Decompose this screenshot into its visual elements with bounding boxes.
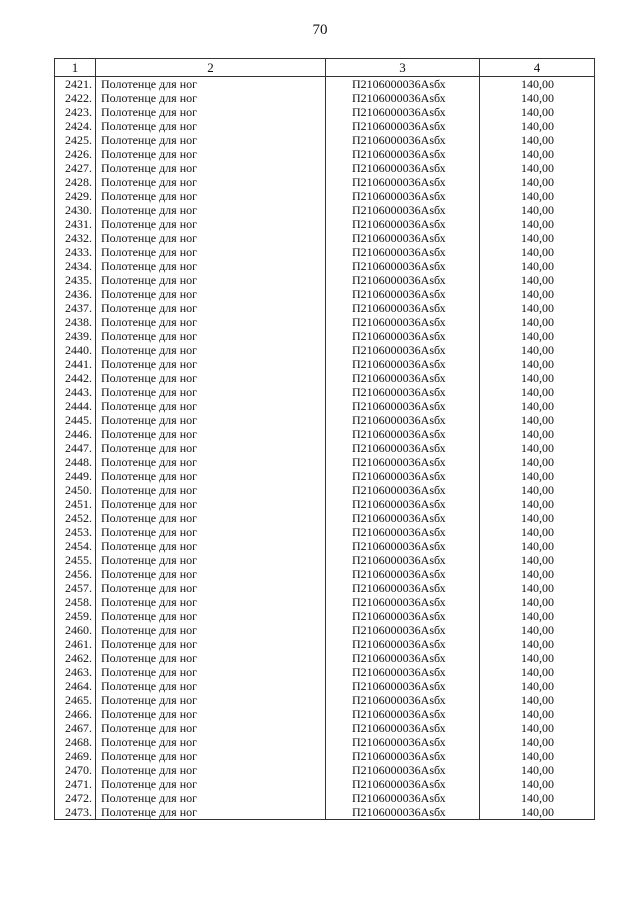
row-number: 2452. <box>55 511 96 525</box>
item-name: Полотенце для ног <box>96 245 326 259</box>
item-code: П2106000036Аsбх <box>326 441 480 455</box>
item-code: П2106000036Аsбх <box>326 455 480 469</box>
item-price: 140,00 <box>480 357 595 371</box>
item-name: Полотенце для ног <box>96 203 326 217</box>
item-name: Полотенце для ног <box>96 651 326 665</box>
item-price: 140,00 <box>480 749 595 763</box>
item-price: 140,00 <box>480 105 595 119</box>
item-price: 140,00 <box>480 315 595 329</box>
item-price: 140,00 <box>480 119 595 133</box>
table-row <box>55 651 595 665</box>
item-code: П2106000036Аsбх <box>326 273 480 287</box>
row-number: 2439. <box>55 329 96 343</box>
item-price: 140,00 <box>480 651 595 665</box>
item-name: Полотенце для ног <box>96 539 326 553</box>
table-row <box>55 777 595 791</box>
item-name: Полотенце для ног <box>96 77 326 92</box>
column-header-2: 2 <box>96 59 326 77</box>
row-number: 2427. <box>55 161 96 175</box>
item-name: Полотенце для ног <box>96 371 326 385</box>
row-number: 2473. <box>55 805 96 820</box>
item-code: П2106000036Аsбх <box>326 777 480 791</box>
column-header-4: 4 <box>480 59 595 77</box>
row-number: 2428. <box>55 175 96 189</box>
item-code: П2106000036Аsбх <box>326 497 480 511</box>
item-price: 140,00 <box>480 441 595 455</box>
item-price: 140,00 <box>480 231 595 245</box>
item-code: П2106000036Аsбх <box>326 665 480 679</box>
item-price: 140,00 <box>480 343 595 357</box>
table-row <box>55 553 595 567</box>
row-number: 2431. <box>55 217 96 231</box>
item-price: 140,00 <box>480 413 595 427</box>
item-price: 140,00 <box>480 791 595 805</box>
item-price: 140,00 <box>480 287 595 301</box>
row-number: 2442. <box>55 371 96 385</box>
row-number: 2443. <box>55 385 96 399</box>
item-code: П2106000036Аsбх <box>326 203 480 217</box>
table-row <box>55 609 595 623</box>
item-name: Полотенце для ног <box>96 455 326 469</box>
table-row <box>55 147 595 161</box>
item-name: Полотенце для ног <box>96 637 326 651</box>
item-price: 140,00 <box>480 245 595 259</box>
item-name: Полотенце для ног <box>96 595 326 609</box>
row-number: 2430. <box>55 203 96 217</box>
row-number: 2467. <box>55 721 96 735</box>
table-row <box>55 637 595 651</box>
item-code: П2106000036Аsбх <box>326 399 480 413</box>
item-code: П2106000036Аsбх <box>326 189 480 203</box>
table-row <box>55 525 595 539</box>
table-row <box>55 413 595 427</box>
row-number: 2446. <box>55 427 96 441</box>
item-name: Полотенце для ног <box>96 91 326 105</box>
item-code: П2106000036Аsбх <box>326 231 480 245</box>
item-code: П2106000036Аsбх <box>326 371 480 385</box>
item-price: 140,00 <box>480 385 595 399</box>
item-code: П2106000036Аsбх <box>326 735 480 749</box>
row-number: 2429. <box>55 189 96 203</box>
item-name: Полотенце для ног <box>96 287 326 301</box>
item-code: П2106000036Аsбх <box>326 679 480 693</box>
table-row <box>55 329 595 343</box>
item-code: П2106000036Аsбх <box>326 259 480 273</box>
table-row <box>55 77 595 92</box>
item-price: 140,00 <box>480 665 595 679</box>
row-number: 2453. <box>55 525 96 539</box>
item-code: П2106000036Аsбх <box>326 245 480 259</box>
table-row <box>55 763 595 777</box>
column-header-1: 1 <box>55 59 96 77</box>
item-name: Полотенце для ног <box>96 707 326 721</box>
item-price: 140,00 <box>480 483 595 497</box>
table-row <box>55 119 595 133</box>
item-price: 140,00 <box>480 595 595 609</box>
row-number: 2445. <box>55 413 96 427</box>
table-row <box>55 315 595 329</box>
row-number: 2469. <box>55 749 96 763</box>
row-number: 2444. <box>55 399 96 413</box>
item-price: 140,00 <box>480 273 595 287</box>
table-row <box>55 105 595 119</box>
item-code: П2106000036Аsбх <box>326 637 480 651</box>
item-name: Полотенце для ног <box>96 805 326 820</box>
item-price: 140,00 <box>480 763 595 777</box>
table-row <box>55 539 595 553</box>
table-row <box>55 749 595 763</box>
row-number: 2447. <box>55 441 96 455</box>
table-row <box>55 623 595 637</box>
item-price: 140,00 <box>480 497 595 511</box>
item-price: 140,00 <box>480 609 595 623</box>
item-price: 140,00 <box>480 91 595 105</box>
item-name: Полотенце для ног <box>96 175 326 189</box>
item-name: Полотенце для ног <box>96 259 326 273</box>
item-name: Полотенце для ног <box>96 217 326 231</box>
item-code: П2106000036Аsбх <box>326 315 480 329</box>
row-number: 2470. <box>55 763 96 777</box>
item-code: П2106000036Аsбх <box>326 567 480 581</box>
item-name: Полотенце для ног <box>96 791 326 805</box>
row-number: 2454. <box>55 539 96 553</box>
item-code: П2106000036Аsбх <box>326 511 480 525</box>
row-number: 2425. <box>55 133 96 147</box>
column-header-3: 3 <box>326 59 480 77</box>
row-number: 2435. <box>55 273 96 287</box>
item-price: 140,00 <box>480 329 595 343</box>
table-row <box>55 427 595 441</box>
table-row <box>55 455 595 469</box>
item-code: П2106000036Аsбх <box>326 77 480 92</box>
item-code: П2106000036Аsбх <box>326 749 480 763</box>
table-row <box>55 203 595 217</box>
item-name: Полотенце для ног <box>96 679 326 693</box>
item-name: Полотенце для ног <box>96 777 326 791</box>
item-code: П2106000036Аsбх <box>326 483 480 497</box>
row-number: 2434. <box>55 259 96 273</box>
item-name: Полотенце для ног <box>96 623 326 637</box>
item-price: 140,00 <box>480 511 595 525</box>
table-row <box>55 287 595 301</box>
item-name: Полотенце для ног <box>96 189 326 203</box>
header-row <box>55 59 595 77</box>
table-row <box>55 693 595 707</box>
item-price: 140,00 <box>480 735 595 749</box>
item-price: 140,00 <box>480 539 595 553</box>
item-price: 140,00 <box>480 133 595 147</box>
table-row <box>55 483 595 497</box>
item-name: Полотенце для ног <box>96 315 326 329</box>
item-name: Полотенце для ног <box>96 231 326 245</box>
table-row <box>55 441 595 455</box>
table-row <box>55 595 595 609</box>
table-row <box>55 343 595 357</box>
item-price: 140,00 <box>480 567 595 581</box>
item-price: 140,00 <box>480 203 595 217</box>
item-price: 140,00 <box>480 427 595 441</box>
table-row <box>55 259 595 273</box>
item-name: Полотенце для ног <box>96 343 326 357</box>
row-number: 2432. <box>55 231 96 245</box>
item-price: 140,00 <box>480 637 595 651</box>
item-name: Полотенце для ног <box>96 105 326 119</box>
item-name: Полотенце для ног <box>96 273 326 287</box>
table-header <box>55 59 595 77</box>
row-number: 2450. <box>55 483 96 497</box>
item-code: П2106000036Аsбх <box>326 105 480 119</box>
row-number: 2462. <box>55 651 96 665</box>
item-price: 140,00 <box>480 301 595 315</box>
item-price: 140,00 <box>480 455 595 469</box>
item-code: П2106000036Аsбх <box>326 791 480 805</box>
item-code: П2106000036Аsбх <box>326 385 480 399</box>
table-row <box>55 511 595 525</box>
item-name: Полотенце для ног <box>96 413 326 427</box>
item-price: 140,00 <box>480 77 595 92</box>
row-number: 2460. <box>55 623 96 637</box>
item-price: 140,00 <box>480 805 595 820</box>
row-number: 2440. <box>55 343 96 357</box>
item-price: 140,00 <box>480 175 595 189</box>
row-number: 2448. <box>55 455 96 469</box>
row-number: 2423. <box>55 105 96 119</box>
item-name: Полотенце для ног <box>96 427 326 441</box>
item-code: П2106000036Аsбх <box>326 525 480 539</box>
item-name: Полотенце для ног <box>96 301 326 315</box>
row-number: 2471. <box>55 777 96 791</box>
item-code: П2106000036Аsбх <box>326 581 480 595</box>
table-row <box>55 497 595 511</box>
table-row <box>55 805 595 820</box>
item-name: Полотенце для ног <box>96 357 326 371</box>
row-number: 2441. <box>55 357 96 371</box>
item-name: Полотенце для ног <box>96 133 326 147</box>
row-number: 2438. <box>55 315 96 329</box>
item-code: П2106000036Аsбх <box>326 427 480 441</box>
table-row <box>55 273 595 287</box>
table-row <box>55 91 595 105</box>
item-code: П2106000036Аsбх <box>326 357 480 371</box>
item-code: П2106000036Аsбх <box>326 119 480 133</box>
table-row <box>55 245 595 259</box>
table-row <box>55 399 595 413</box>
table-body <box>55 77 595 820</box>
table-row <box>55 231 595 245</box>
row-number: 2426. <box>55 147 96 161</box>
item-name: Полотенце для ног <box>96 497 326 511</box>
item-name: Полотенце для ног <box>96 119 326 133</box>
item-code: П2106000036Аsбх <box>326 763 480 777</box>
item-name: Полотенце для ног <box>96 147 326 161</box>
item-code: П2106000036Аsбх <box>326 133 480 147</box>
item-name: Полотенце для ног <box>96 469 326 483</box>
table-row <box>55 217 595 231</box>
item-price: 140,00 <box>480 371 595 385</box>
item-code: П2106000036Аsбх <box>326 413 480 427</box>
row-number: 2424. <box>55 119 96 133</box>
item-name: Полотенце для ног <box>96 525 326 539</box>
table-row <box>55 301 595 315</box>
item-name: Полотенце для ног <box>96 399 326 413</box>
item-code: П2106000036Аsбх <box>326 343 480 357</box>
table-row <box>55 189 595 203</box>
item-code: П2106000036Аsбх <box>326 175 480 189</box>
item-code: П2106000036Аsбх <box>326 693 480 707</box>
row-number: 2433. <box>55 245 96 259</box>
item-price: 140,00 <box>480 777 595 791</box>
item-name: Полотенце для ног <box>96 749 326 763</box>
page-number: 70 <box>312 22 328 38</box>
item-code: П2106000036Аsбх <box>326 161 480 175</box>
row-number: 2463. <box>55 665 96 679</box>
table-row <box>55 679 595 693</box>
row-number: 2464. <box>55 679 96 693</box>
item-name: Полотенце для ног <box>96 161 326 175</box>
row-number: 2459. <box>55 609 96 623</box>
item-name: Полотенце для ног <box>96 735 326 749</box>
item-name: Полотенце для ног <box>96 581 326 595</box>
item-code: П2106000036Аsбх <box>326 805 480 820</box>
item-code: П2106000036Аsбх <box>326 721 480 735</box>
item-name: Полотенце для ног <box>96 483 326 497</box>
row-number: 2457. <box>55 581 96 595</box>
item-code: П2106000036Аsбх <box>326 147 480 161</box>
item-code: П2106000036Аsбх <box>326 287 480 301</box>
item-code: П2106000036Аsбх <box>326 329 480 343</box>
item-price: 140,00 <box>480 147 595 161</box>
item-name: Полотенце для ног <box>96 609 326 623</box>
item-code: П2106000036Аsбх <box>326 553 480 567</box>
inventory-table <box>54 58 595 820</box>
item-code: П2106000036Аsбх <box>326 469 480 483</box>
row-number: 2449. <box>55 469 96 483</box>
item-name: Полотенце для ног <box>96 763 326 777</box>
table-row <box>55 161 595 175</box>
table-row <box>55 567 595 581</box>
table-row <box>55 791 595 805</box>
item-code: П2106000036Аsбх <box>326 623 480 637</box>
item-price: 140,00 <box>480 217 595 231</box>
item-price: 140,00 <box>480 623 595 637</box>
item-price: 140,00 <box>480 679 595 693</box>
row-number: 2456. <box>55 567 96 581</box>
item-name: Полотенце для ног <box>96 665 326 679</box>
item-price: 140,00 <box>480 469 595 483</box>
row-number: 2455. <box>55 553 96 567</box>
item-price: 140,00 <box>480 553 595 567</box>
row-number: 2437. <box>55 301 96 315</box>
item-price: 140,00 <box>480 189 595 203</box>
item-name: Полотенце для ног <box>96 441 326 455</box>
item-price: 140,00 <box>480 707 595 721</box>
item-name: Полотенце для ног <box>96 511 326 525</box>
item-name: Полотенце для ног <box>96 693 326 707</box>
item-price: 140,00 <box>480 161 595 175</box>
table-row <box>55 469 595 483</box>
item-code: П2106000036Аsбх <box>326 301 480 315</box>
table-row <box>55 371 595 385</box>
item-price: 140,00 <box>480 693 595 707</box>
item-name: Полотенце для ног <box>96 567 326 581</box>
item-code: П2106000036Аsбх <box>326 609 480 623</box>
table-row <box>55 581 595 595</box>
item-price: 140,00 <box>480 721 595 735</box>
row-number: 2421. <box>55 77 96 92</box>
row-number: 2472. <box>55 791 96 805</box>
item-price: 140,00 <box>480 525 595 539</box>
table-row <box>55 721 595 735</box>
item-name: Полотенце для ног <box>96 553 326 567</box>
item-name: Полотенце для ног <box>96 385 326 399</box>
row-number: 2458. <box>55 595 96 609</box>
row-number: 2422. <box>55 91 96 105</box>
row-number: 2461. <box>55 637 96 651</box>
table-row <box>55 707 595 721</box>
item-name: Полотенце для ног <box>96 329 326 343</box>
item-code: П2106000036Аsбх <box>326 217 480 231</box>
table-row <box>55 665 595 679</box>
item-price: 140,00 <box>480 259 595 273</box>
table-row <box>55 175 595 189</box>
table-row <box>55 385 595 399</box>
row-number: 2466. <box>55 707 96 721</box>
item-code: П2106000036Аsбх <box>326 91 480 105</box>
item-price: 140,00 <box>480 581 595 595</box>
table-row <box>55 357 595 371</box>
item-price: 140,00 <box>480 399 595 413</box>
item-name: Полотенце для ног <box>96 721 326 735</box>
row-number: 2451. <box>55 497 96 511</box>
item-code: П2106000036Аsбх <box>326 707 480 721</box>
row-number: 2436. <box>55 287 96 301</box>
row-number: 2465. <box>55 693 96 707</box>
item-code: П2106000036Аsбх <box>326 539 480 553</box>
table-row <box>55 133 595 147</box>
table-row <box>55 735 595 749</box>
row-number: 2468. <box>55 735 96 749</box>
item-code: П2106000036Аsбх <box>326 651 480 665</box>
item-code: П2106000036Аsбх <box>326 595 480 609</box>
